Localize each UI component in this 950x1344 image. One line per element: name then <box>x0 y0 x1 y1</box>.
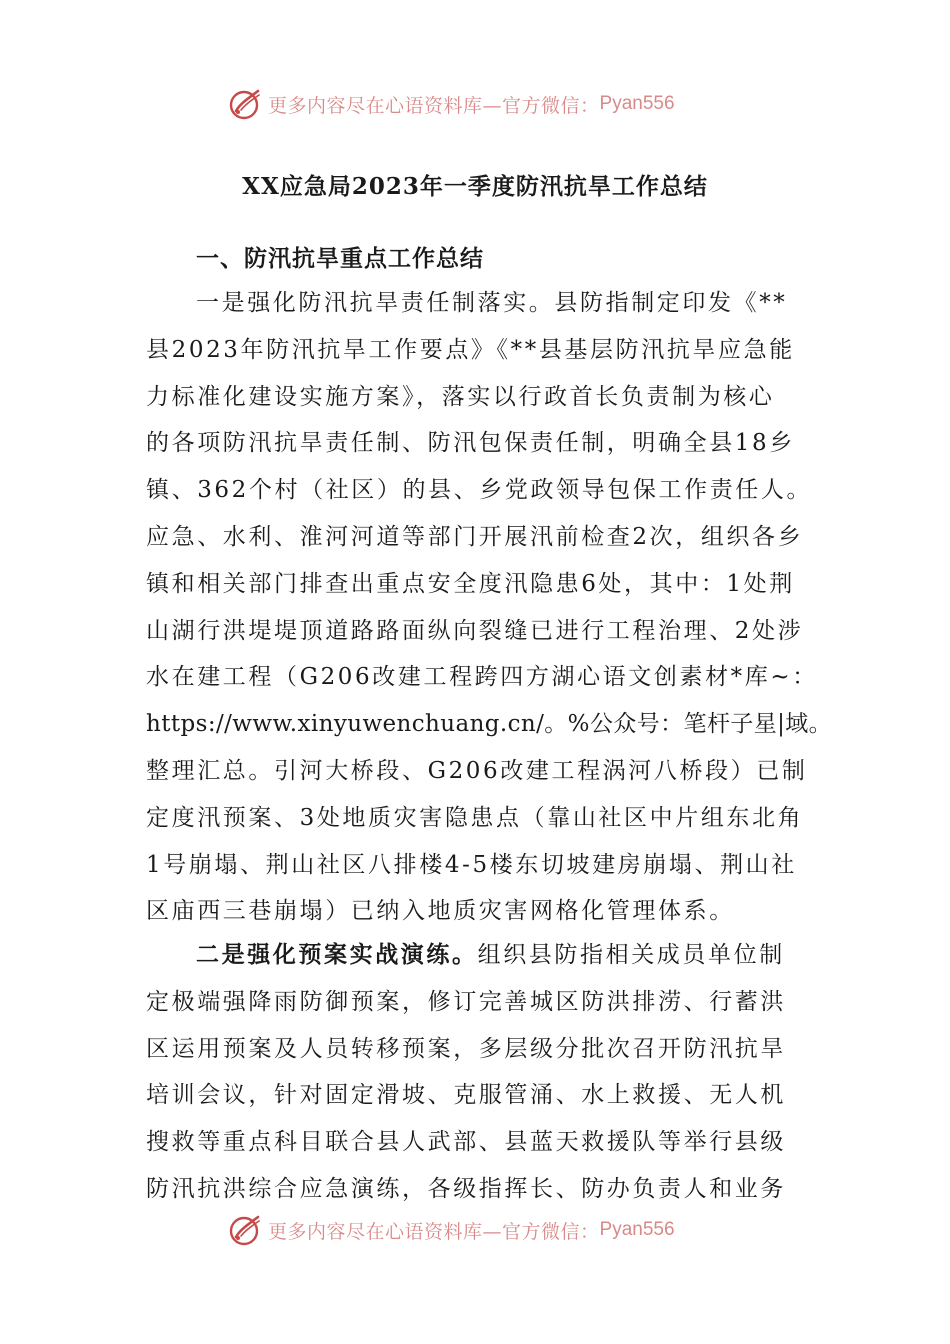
pen-logo-icon <box>228 86 264 122</box>
paragraph-line: 力标准化建设实施方案》，落实以行政首长负责制为核心 <box>146 383 775 410</box>
paragraph-line: 培训会议，针对固定滑坡、克服管涌、水上救援、无人机 <box>146 1082 786 1109</box>
paragraph-line: 1号崩塌、荆山社区八排楼4-5楼东切坡建房崩塌、荆山社 <box>146 851 797 878</box>
paragraph-line: 区庙西三巷崩塌）已纳入地质灾害网格化管理体系。 <box>146 898 735 925</box>
watermark-wechat-id: Pyan556 <box>599 93 675 114</box>
paragraph-line: 搜救等重点科目联合县人武部、县蓝天救援队等举行县级 <box>146 1129 786 1156</box>
section-heading: 一、防汛抗旱重点工作总结 <box>196 245 484 272</box>
paragraph-lead-bold: 二是强化预案实战演练。 <box>196 941 478 968</box>
paragraph-line: 定度汛预案、3处地质灾害隐患点（靠山社区中片组东北角 <box>146 804 804 831</box>
paragraph-line: 水在建工程（G206改建工程跨四方湖心语文创素材*库~： <box>146 664 818 691</box>
paragraph-line: 镇、362个村（社区）的县、乡党政领导包保工作责任人。 <box>146 477 813 504</box>
watermark-text: 更多内容尽在心语资料库—官方微信： <box>268 1220 600 1243</box>
paragraph-line: 山湖行洪堤堤顶道路路面纵向裂缝已进行工程治理、2处涉 <box>146 617 804 644</box>
document-title: XX应急局2023年一季度防汛抗旱工作总结 <box>242 173 708 200</box>
paragraph-line: 整理汇总。引河大桥段、G206改建工程涡河八桥段）已制 <box>146 757 808 784</box>
paragraph-line: 县2023年防汛抗旱工作要点》《**县基层防汛抗旱应急能 <box>146 336 795 363</box>
paragraph-first-line <box>146 932 816 979</box>
watermark-header <box>228 84 748 124</box>
paragraph-line: 防汛抗洪综合应急演练，各级指挥长、防办负责人和业务 <box>146 1175 786 1202</box>
paragraph-line: https://www.xinyuwenchuang.cn/。%公众号：笔杆子星|域。 <box>146 711 833 738</box>
watermark-footer <box>228 1210 748 1250</box>
paragraph-line: 应急、水利、淮河河道等部门开展汛前检查2次，组织各乡 <box>146 523 804 550</box>
paragraph-line: 的各项防汛抗旱责任制、防汛包保责任制，明确全县18乡 <box>146 430 795 457</box>
watermark-text: 更多内容尽在心语资料库—官方微信： <box>268 94 600 117</box>
paragraph-line: 一是强化防汛抗旱责任制落实。县防指制定印发《** <box>196 290 788 316</box>
pen-logo-icon <box>228 1212 264 1248</box>
watermark-wechat-id: Pyan556 <box>599 1219 675 1240</box>
paragraph-line: 区运用预案及人员转移预案，多层级分批次召开防汛抗旱 <box>146 1035 786 1062</box>
paragraph-lead-rest: 组织县防指相关成员单位制 <box>477 942 785 968</box>
paragraph-line: 镇和相关部门排查出重点安全度汛隐患6处，其中：1处荆 <box>146 570 795 597</box>
paragraph-2 <box>146 932 816 1213</box>
paragraph-line: 定极端强降雨防御预案，修订完善城区防洪排涝、行蓄洪 <box>146 988 786 1015</box>
paragraph-1 <box>146 280 833 935</box>
